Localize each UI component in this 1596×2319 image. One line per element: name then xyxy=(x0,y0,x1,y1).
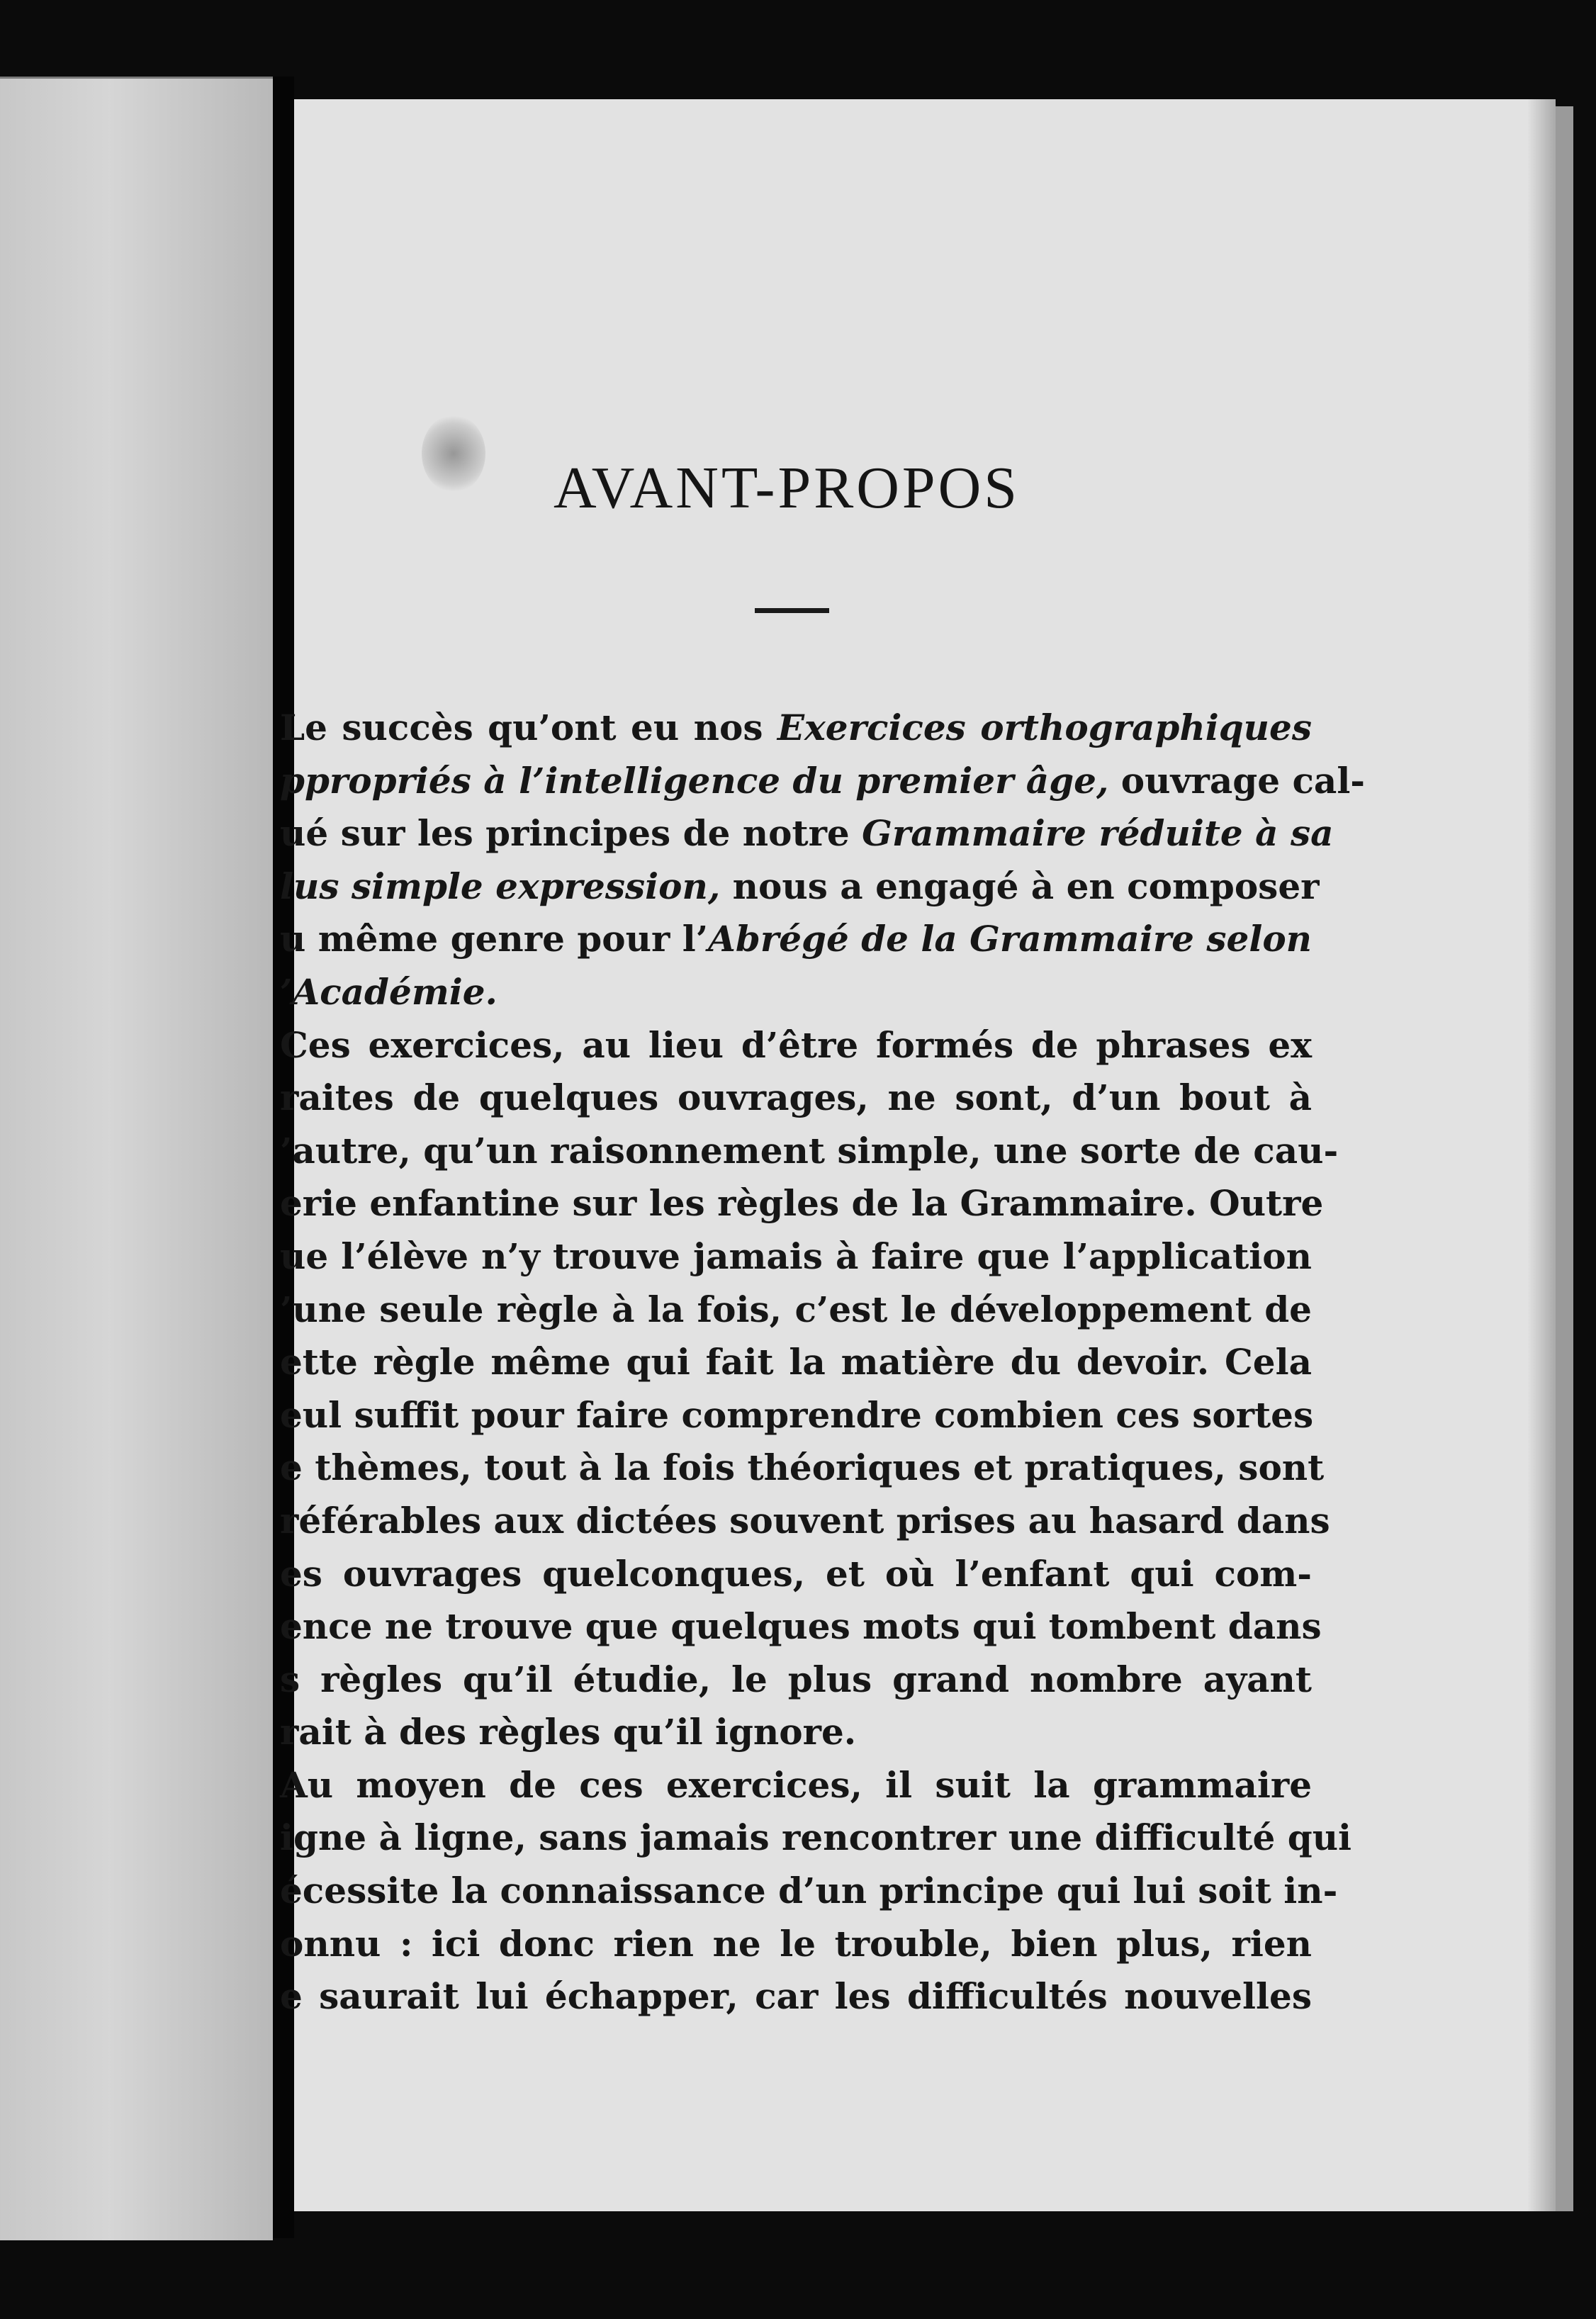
text-line xyxy=(280,1706,1312,1759)
text-line xyxy=(280,1495,1330,1548)
line-text: ence ne trouve que quelques mots qui tombent dans xyxy=(280,1605,1322,1648)
line-text: Au moyen de ces exercices, il suit la grammaire xyxy=(280,1763,1312,1806)
text-line xyxy=(280,1230,1312,1284)
text-line xyxy=(280,1600,1322,1653)
line-text: es ouvrages quelconques, et où l’enfant qui com- xyxy=(280,1552,1312,1595)
line-text: ué sur les principes de notre xyxy=(280,812,862,855)
text-line xyxy=(280,1918,1312,1971)
line-text: ouvrage cal- xyxy=(1108,759,1366,802)
line-text: ette règle même qui fait la matière du devoir. Cela xyxy=(280,1341,1312,1383)
text-line xyxy=(280,1284,1312,1337)
ink-smudge xyxy=(422,415,485,493)
title-rule xyxy=(755,608,829,613)
text-line xyxy=(280,1548,1312,1601)
text-line xyxy=(280,1072,1312,1125)
line-text: erie enfantine sur les règles de la Grammaire. Outre xyxy=(280,1182,1324,1225)
text-line xyxy=(280,1812,1352,1865)
line-text: e saurait lui échapper, car les difficultés nouvelles xyxy=(280,1975,1312,2018)
text-line xyxy=(280,860,1320,914)
line-text: nous a engagé à en composer xyxy=(720,865,1320,907)
text-line xyxy=(280,702,1312,755)
line-text: eul suffit pour faire comprendre combien ces sortes xyxy=(280,1393,1314,1436)
line-text: écessite la connaissance d’un principe qui lui soit in- xyxy=(280,1870,1338,1912)
italic-title-text: Exercices orthographiques xyxy=(777,707,1312,748)
line-text: ’autre, qu’un raisonnement simple, une sorte de cau- xyxy=(280,1129,1339,1172)
line-text: ’une seule règle à la fois, c’est le développement de xyxy=(280,1288,1312,1330)
line-text: raites de quelques ouvrages, ne sont, d’un bout à xyxy=(280,1077,1312,1119)
text-line xyxy=(280,807,1334,860)
italic-title-text: lus simple expression, xyxy=(280,865,721,907)
text-line xyxy=(280,1653,1312,1707)
text-line xyxy=(280,1970,1312,2023)
text-line xyxy=(280,966,1312,1019)
body-text xyxy=(280,702,1366,2023)
text-line xyxy=(280,1177,1324,1230)
text-line xyxy=(280,1865,1338,1918)
line-text: e thèmes, tout à la fois théoriques et pratiques, sont xyxy=(280,1447,1325,1489)
line-text: rait à des règles qu’il ignore. xyxy=(280,1711,857,1753)
text-line xyxy=(280,1442,1325,1495)
text-line xyxy=(280,1336,1312,1389)
italic-title-text: ppropriés à l’intelligence du premier âge, xyxy=(280,759,1109,802)
text-line xyxy=(280,1759,1312,1812)
text-line xyxy=(280,1019,1312,1072)
line-text: Le succès qu’ont eu nos xyxy=(280,707,777,748)
text-line xyxy=(280,755,1366,808)
text-line xyxy=(280,913,1312,966)
text-line xyxy=(280,1125,1339,1178)
page-edge xyxy=(1556,106,1573,2211)
text-line xyxy=(280,1389,1312,1442)
line-text: onnu : ici donc rien ne le trouble, bien plus, rien xyxy=(280,1922,1312,1965)
page-title: AVANT-PROPOS xyxy=(553,455,1021,521)
line-text: Ces exercices, au lieu d’être formés de phrases ex xyxy=(280,1023,1312,1066)
italic-title-text: Grammaire réduite à sa xyxy=(862,812,1334,855)
left-page xyxy=(0,77,273,2240)
line-text: u même genre pour l’ xyxy=(280,918,709,960)
line-text: référables aux dictées souvent prises au hasard dans xyxy=(280,1499,1330,1542)
line-text: s règles qu’il étudie, le plus grand nombre ayant xyxy=(280,1658,1312,1700)
line-text: igne à ligne, sans jamais rencontrer une difficulté qui xyxy=(280,1817,1352,1859)
italic-title-text: ’Académie. xyxy=(280,970,498,1013)
line-text: ue l’élève n’y trouve jamais à faire que l’application xyxy=(280,1235,1312,1277)
italic-title-text: Abrégé de la Grammaire selon xyxy=(708,918,1313,960)
